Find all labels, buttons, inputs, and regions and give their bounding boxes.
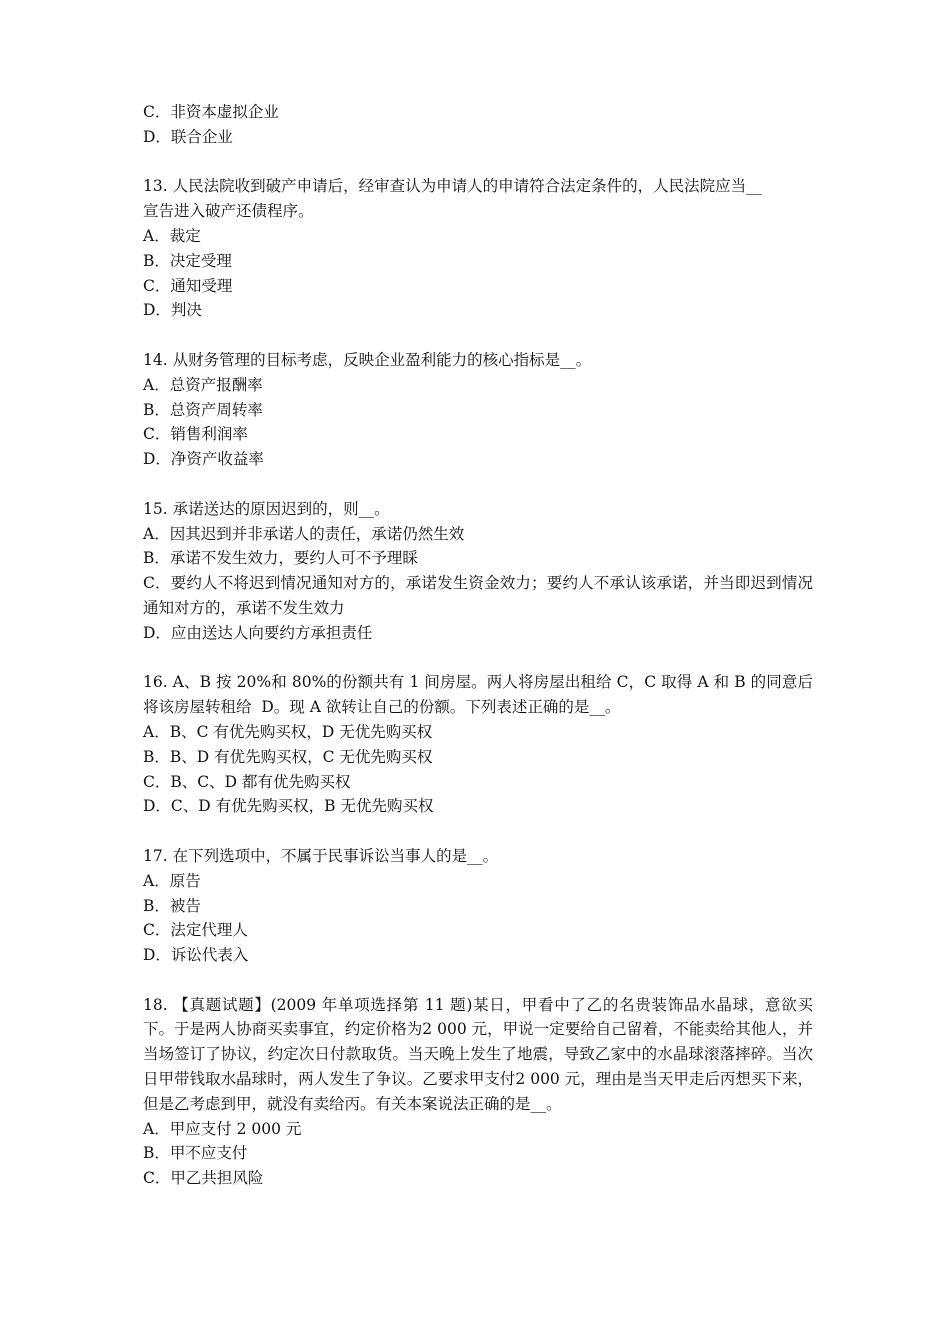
option-a: A．甲应支付 2 000 元 (143, 1119, 302, 1138)
question-stem-line: 17. 在下列选项中，不属于民事诉讼当事人的是__。 (143, 846, 499, 865)
question-stem-line: 14. 从财务管理的目标考虑，反映企业盈利能力的核心指标是__。 (143, 350, 592, 369)
question-14 (143, 348, 813, 472)
question-stem: 18. 【真题试题】(2009 年单项选择第 11 题)某日，甲看中了乙的名贵装饰品水晶球，意欲买下。于是两人协商买卖事宜，约定价格为2 000 元，甲说一定要给自己留着，不能卖给其他人，并当场签订了协议，约定次日付款取货。当天晚上发生了地震，导致乙家中的水晶球滚落摔碎。当次日甲带钱取水晶球时，两人发生了争议。乙要求甲支付2 000 元，理由是当天甲走后丙想买下来，但是乙考虑到甲，就没有卖给丙。有关本案说法正确的是__。 (143, 995, 813, 1113)
option-a: A．裁定 (143, 226, 201, 245)
option-d: D．诉讼代表入 (143, 946, 249, 965)
option-c: C．非资本虚拟企业 (143, 103, 279, 121)
option-d: D．应由送达人向要约方承担责任 (143, 623, 373, 642)
option-c: C．销售利润率 (143, 425, 248, 444)
option-b: B．甲不应支付 (143, 1144, 248, 1163)
spacer (143, 968, 813, 993)
question-13 (143, 174, 813, 323)
spacer (143, 472, 813, 497)
spacer (143, 150, 813, 175)
option-d: D．C、D 有优先购买权，B 无优先购买权 (143, 797, 434, 816)
option-c: C．B、C、D 都有优先购买权 (143, 772, 351, 791)
question-stem-line: 宣告进入破产还债程序。 (143, 202, 314, 221)
option-a: A．因其迟到并非承诺人的责任，承诺仍然生效 (143, 524, 465, 543)
document-page (143, 100, 813, 1191)
spacer (143, 646, 813, 671)
option-b: B．总资产周转率 (143, 400, 263, 419)
spacer (143, 323, 813, 348)
question-stem: 16. A、B 按 20%和 80%的份额共有 1 间房屋。两人将房屋出租给 C，C 取得 A 和 B 的同意后将该房屋转租给 D。现 A 欲转让自己的份额。下列表述正确的是__。 (143, 673, 813, 717)
question-stem-line: 13. 人民法院收到破产申请后，经审查认为申请人的申请符合法定条件的，人民法院应当__ (143, 177, 762, 196)
option-c: C．通知受理 (143, 276, 233, 295)
option-d: D．联合企业 (143, 127, 233, 146)
question-18 (143, 993, 813, 1191)
option-d: D．净资产收益率 (143, 450, 264, 469)
option-b: B．B、D 有优先购买权，C 无优先购买权 (143, 747, 433, 766)
question-stem-line: 15. 承诺送达的原因迟到的，则__。 (143, 499, 390, 518)
question-16 (143, 670, 813, 819)
option-d: D．判决 (143, 301, 202, 320)
option-a: A．B、C 有优先购买权，D 无优先购买权 (143, 722, 433, 741)
option-a: A．总资产报酬率 (143, 375, 263, 394)
option-c: C．甲乙共担风险 (143, 1169, 264, 1188)
option-b: B．被告 (143, 896, 201, 915)
option-b: B．决定受理 (143, 251, 232, 270)
question-15 (143, 497, 813, 646)
question-17 (143, 844, 813, 968)
option-c: C．要约人不将迟到情况通知对方的，承诺发生资金效力；要约人不承认该承诺，并当即迟到情况通知对方的，承诺不发生效力 (143, 574, 813, 617)
option-a: A．原告 (143, 871, 201, 890)
spacer (143, 819, 813, 844)
option-c: C．法定代理人 (143, 921, 248, 940)
option-b: B．承诺不发生效力，要约人可不予理睬 (143, 549, 418, 568)
option-list-fragment (143, 100, 813, 150)
